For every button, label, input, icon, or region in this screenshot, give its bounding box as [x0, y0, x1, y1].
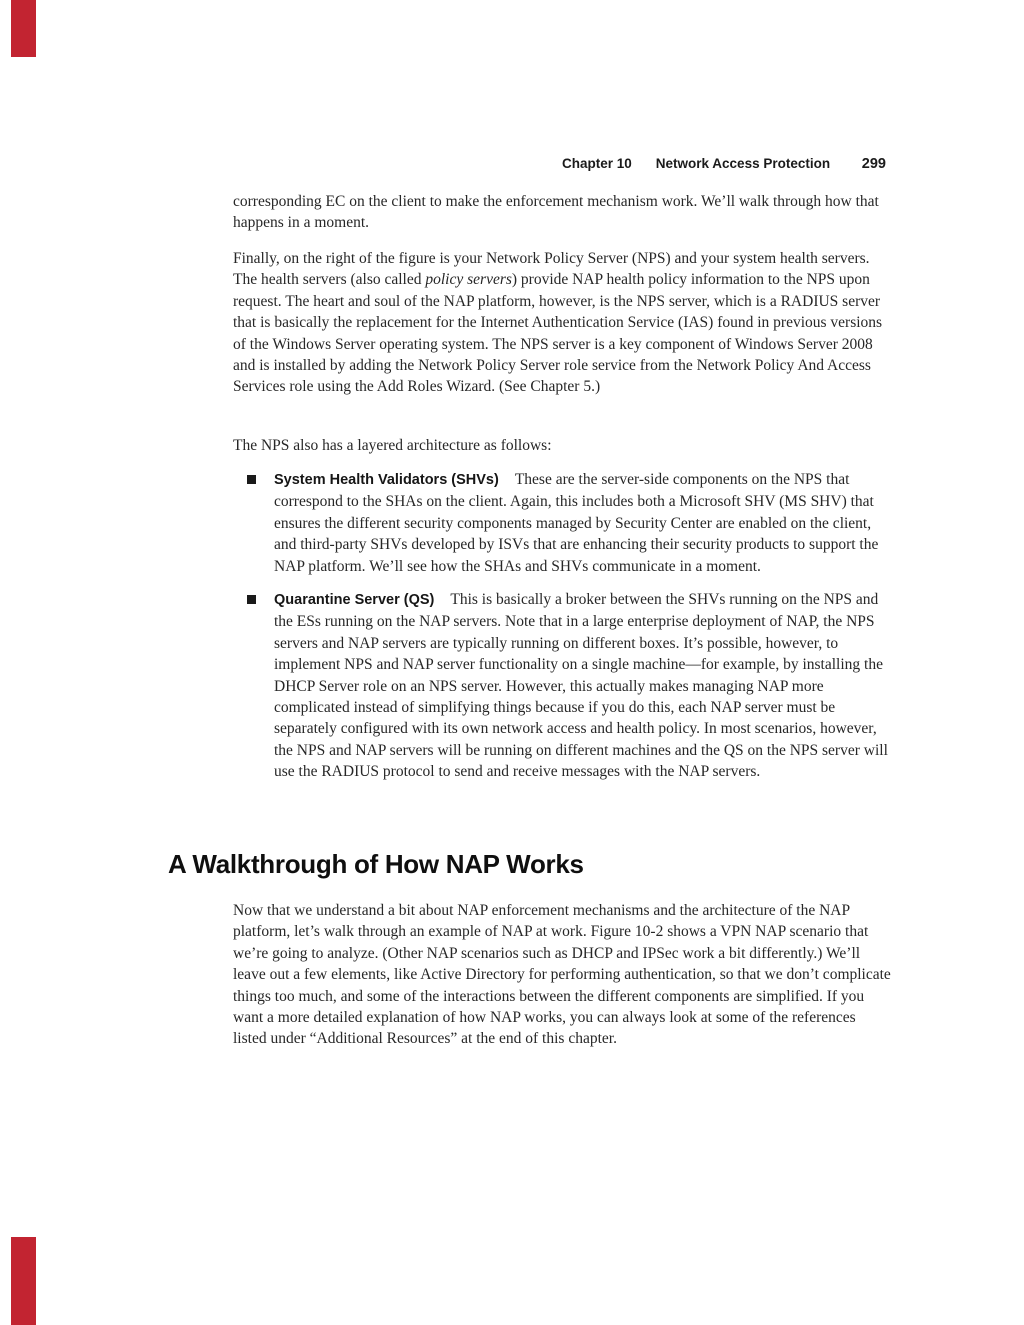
architecture-bullet-list [233, 469, 891, 795]
italic-term: policy servers [425, 271, 512, 289]
paragraph-text: ) provide NAP health policy information to the NPS upon request. The heart and soul of the NAP platform, however, is the NPS server, which is a RADIUS server that is basically the replacement for the Internet Authentication Service (IAS) found in previous versions of the Windows Server operating system. The NPS server is a key component of Windows Server 2008 and is installed by adding the Network Policy Server role service from the Network Policy And Access Services role using the Add Roles Wizard. (See Chapter 5.) [233, 271, 883, 396]
list-item [233, 469, 891, 577]
running-head-title: Network Access Protection [655, 156, 831, 171]
chapter-tab-mark-bottom [11, 1237, 36, 1325]
paragraph: Now that we understand a bit about NAP enforcement mechanisms and the architecture of the NAP platform, let’s walk through an example of NAP at work. Figure 10-2 shows a VPN NAP scenario that we’re going to analyze. (Other NAP scenarios such as DHCP and IPSec work a bit differently.) We’ll leave out a few elements, like Active Directory for performing authentication, so that we don’t complicate things too much, and some of the interactions between the different components are simplified. If you want a more detailed explanation of how NAP works, you can always look at some of the references listed under “Additional Resources” at the end of this chapter. [233, 902, 891, 1048]
bullet-text: This is basically a broker between the SHVs running on the NPS and the ESs running on the NAP servers. Note that in a large enterprise deployment of NAP, the NPS servers and NAP servers are typically running on different boxes. It’s possible, however, to implement NPS and NAP server functionality on a single machine—for example, by installing the DHCP Server role on an NPS server. However, this actually makes managing NAP more complicated instead of simplifying things because if you do this, each NAP server must be separately configured with its own network access and health policy. In most scenarios, however, the NPS and NAP servers will be running on different machines and the QS on the NPS server will use the RADIUS protocol to send and receive messages with the NAP servers. [274, 591, 888, 781]
paragraph: corresponding EC on the client to make the enforcement mechanism work. We’ll walk through how that happens in a moment. [233, 193, 879, 232]
chapter-tab-mark-top [11, 0, 36, 57]
square-bullet-icon [247, 595, 256, 604]
list-item [233, 589, 891, 783]
list-intro-line: The NPS also has a layered architecture as follows: [233, 437, 552, 454]
paragraph [233, 248, 891, 398]
square-bullet-icon [247, 475, 256, 484]
paragraph-text: Finally, on the right of the figure is your Network Policy Server (NPS) and your system health servers. The health servers (also called [233, 250, 870, 289]
bullet-text: These are the server-side components on the NPS that correspond to the SHAs on the client. Again, this includes both a Microsoft SHV (MS SHV) that ensures the different security components managed by Security Center are enabled on the client, and third-party SHVs developed by ISVs that are enhancing their security products to support the NAP platform. We’ll see how the SHAs and SHVs communicate in a moment. [274, 471, 879, 575]
bullet-term-label: Quarantine Server (QS) [274, 592, 435, 609]
section-heading: A Walkthrough of How NAP Works [168, 849, 584, 879]
bullet-term-label: System Health Validators (SHVs) [274, 472, 499, 488]
running-head [562, 156, 886, 172]
page-number: 299 [861, 156, 886, 172]
running-head-chapter: Chapter 10 [562, 156, 632, 171]
